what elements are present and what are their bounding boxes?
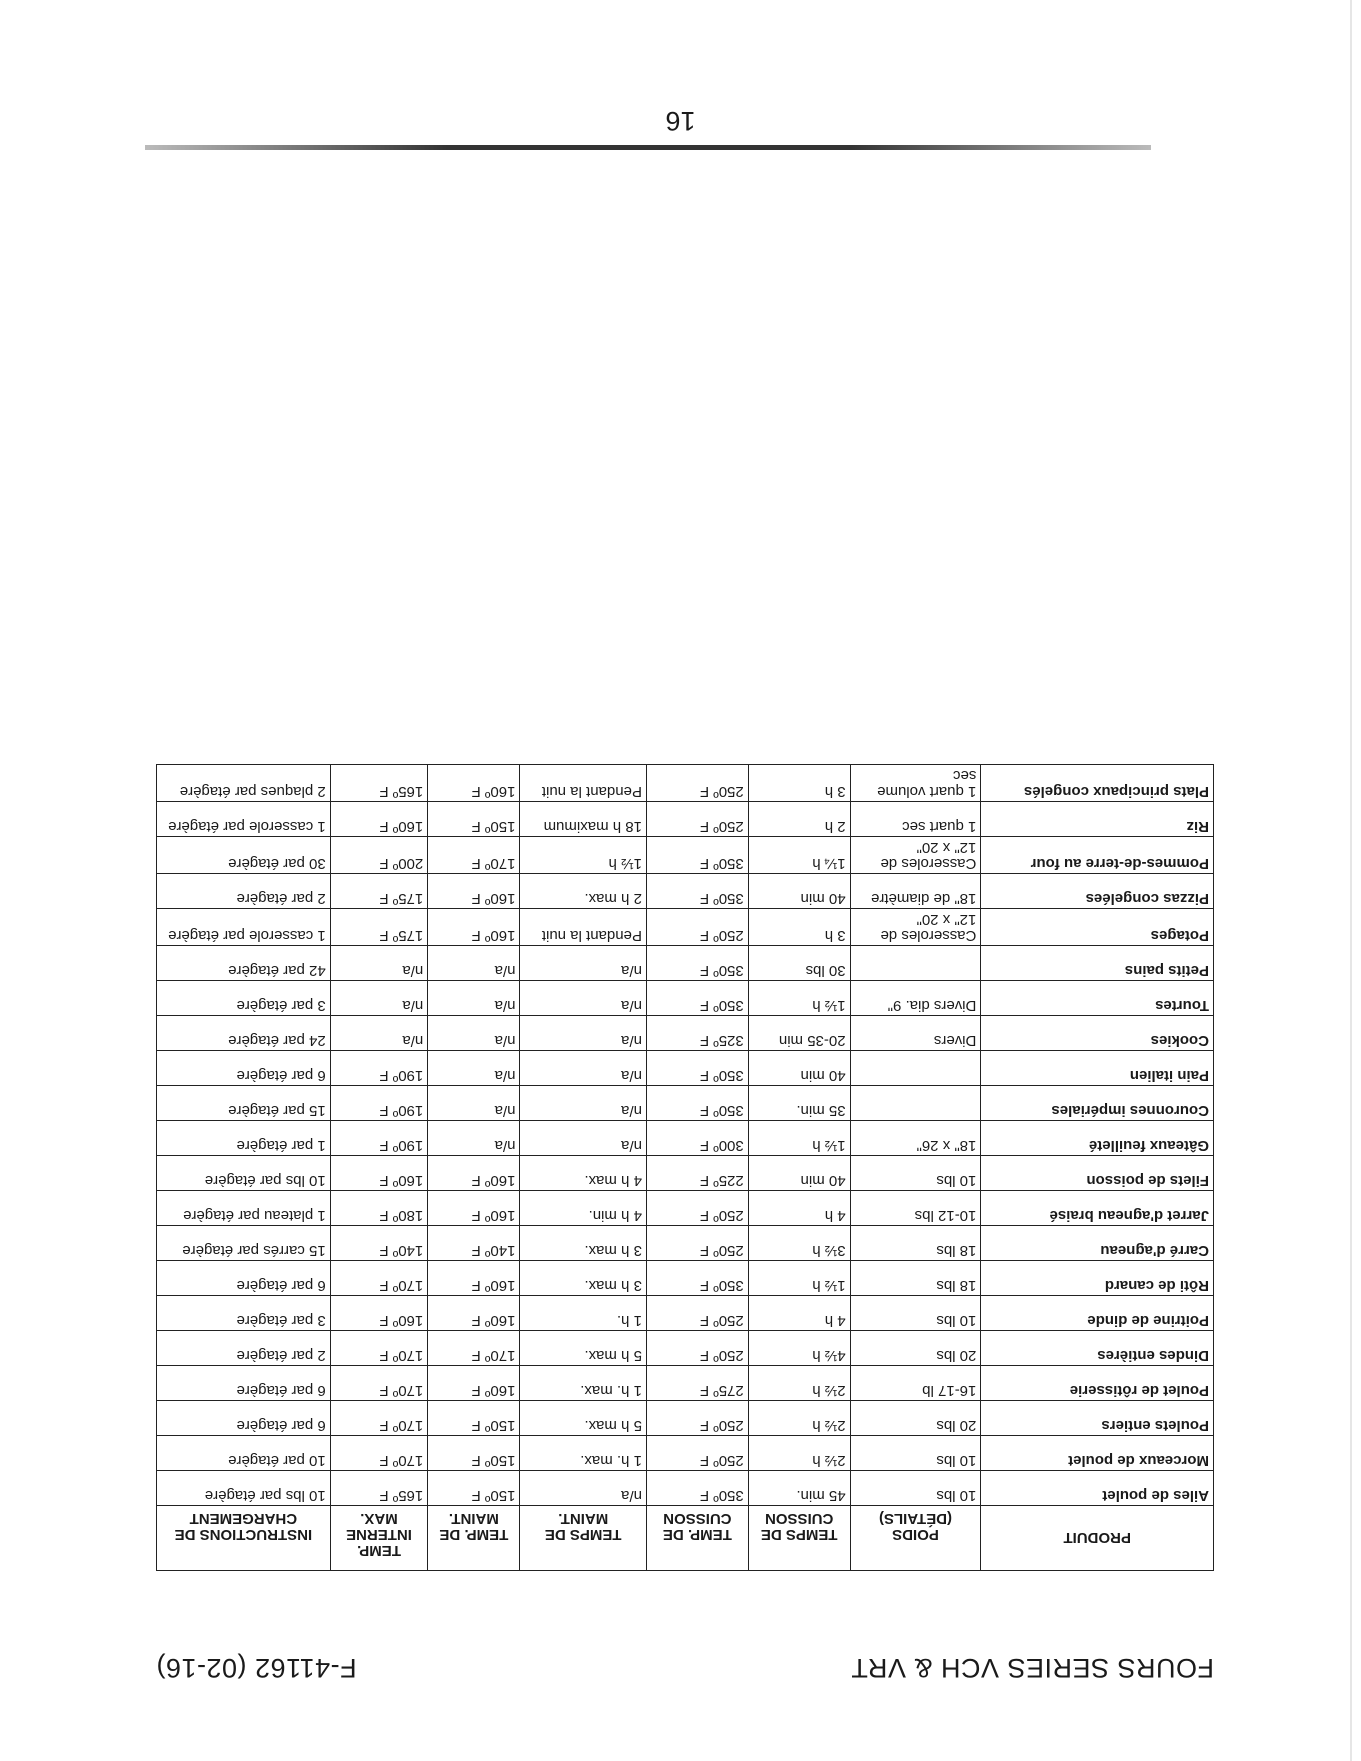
table-cell: 150º F <box>428 802 520 837</box>
page-header <box>156 1643 1214 1683</box>
table-cell: n/a <box>520 981 646 1016</box>
product-cell: Poitrine de dinde <box>981 1296 1214 1331</box>
table-cell: 45 min. <box>748 1471 850 1506</box>
product-cell: Jarret d'agneau braisé <box>981 1191 1214 1226</box>
table-cell: 170º F <box>330 1366 428 1401</box>
table-cell: 150º F <box>428 1471 520 1506</box>
table-cell: 16-17 lb <box>850 1366 981 1401</box>
table-cell: 2½ h <box>748 1366 850 1401</box>
header-title: FOURS SERIES VCH & VRT <box>850 1653 1214 1683</box>
product-cell: Dindes entières <box>981 1331 1214 1366</box>
table-cell: 175º F <box>330 909 428 946</box>
table-cell: Pendant la nuit <box>520 765 646 802</box>
table-row <box>157 1296 1214 1331</box>
table-cell: 250º F <box>646 1191 748 1226</box>
table-cell: 1 casserole par étagère <box>157 909 331 946</box>
table-cell: n/a <box>520 1121 646 1156</box>
product-cell: Gâteaux feuilleté <box>981 1121 1214 1156</box>
table-cell: 160º F <box>428 1261 520 1296</box>
table-cell: 6 par étagère <box>157 1401 331 1436</box>
table-cell: 350º F <box>646 981 748 1016</box>
table-cell: 250º F <box>646 1401 748 1436</box>
table-row <box>157 1156 1214 1191</box>
table-row <box>157 874 1214 909</box>
column-header: TEMP. DE CUISSON <box>646 1506 748 1571</box>
column-header: TEMP. INTERNE MAX. <box>330 1506 428 1571</box>
table-cell: 350º F <box>646 837 748 874</box>
table-cell: 1 quart sec <box>850 802 981 837</box>
table-cell: n/a <box>520 1471 646 1506</box>
table-cell: 1 h. <box>520 1296 646 1331</box>
table-cell: 3 h <box>748 909 850 946</box>
table-cell: 3 par étagère <box>157 1296 331 1331</box>
footer-rule <box>145 145 1151 150</box>
product-cell: Ailes de poulet <box>981 1471 1214 1506</box>
table-cell: 160º F <box>428 874 520 909</box>
table-cell: 10 lbs par étagère <box>157 1156 331 1191</box>
table-cell: 2 h <box>748 802 850 837</box>
table-cell: 160º F <box>428 1296 520 1331</box>
table-row <box>157 946 1214 981</box>
table-cell: 2 plaques par étagère <box>157 765 331 802</box>
product-cell: Riz <box>981 802 1214 837</box>
table-cell: 35 min. <box>748 1086 850 1121</box>
table-cell: 1¼ h <box>748 837 850 874</box>
table-cell: 1½ h <box>748 981 850 1016</box>
product-cell: Potages <box>981 909 1214 946</box>
product-cell: Couronnes impériales <box>981 1086 1214 1121</box>
table-cell: 18 h maximum <box>520 802 646 837</box>
table-cell: 1½ h <box>520 837 646 874</box>
cooking-table <box>156 764 1214 1571</box>
document-code: F-41162 (02-16) <box>156 1653 357 1683</box>
table-cell: n/a <box>428 1016 520 1051</box>
product-cell: Rôti de canard <box>981 1261 1214 1296</box>
product-cell: Filets de poisson <box>981 1156 1214 1191</box>
table-cell: n/a <box>330 1016 428 1051</box>
table-cell: 4 h min. <box>520 1191 646 1226</box>
table-row <box>157 802 1214 837</box>
table-cell: 2½ h <box>748 1436 850 1471</box>
table-cell: 165º F <box>330 1471 428 1506</box>
product-cell: Poulets entiers <box>981 1401 1214 1436</box>
table-cell: 175º F <box>330 874 428 909</box>
table-cell: 18 lbs <box>850 1261 981 1296</box>
table-cell: Pendant la nuit <box>520 909 646 946</box>
table-cell: 10 par étagère <box>157 1436 331 1471</box>
table-cell: 180º F <box>330 1191 428 1226</box>
product-cell: Poulet de rôtisserie <box>981 1366 1214 1401</box>
table-cell: 4½ h <box>748 1331 850 1366</box>
product-cell: Pain italien <box>981 1051 1214 1086</box>
table-cell <box>850 946 981 981</box>
table-cell: 190º F <box>330 1121 428 1156</box>
table-row <box>157 981 1214 1016</box>
product-cell: Morceaux de poulet <box>981 1436 1214 1471</box>
table-cell: n/a <box>520 946 646 981</box>
table-cell: 20 lbs <box>850 1331 981 1366</box>
table-cell: 3 h max. <box>520 1261 646 1296</box>
column-header: TEMPS DE CUISSON <box>748 1506 850 1571</box>
table-cell: 1 plateau par étagère <box>157 1191 331 1226</box>
product-cell: Tourtes <box>981 981 1214 1016</box>
table-cell: 250º F <box>646 1226 748 1261</box>
table-cell: 160º F <box>428 1366 520 1401</box>
table-cell: 5 h max. <box>520 1401 646 1436</box>
table-cell: 6 par étagère <box>157 1366 331 1401</box>
table-cell: n/a <box>520 1016 646 1051</box>
table-cell: 4 h <box>748 1296 850 1331</box>
table-row <box>157 1086 1214 1121</box>
table-row <box>157 1016 1214 1051</box>
table-cell: 1 par étagère <box>157 1121 331 1156</box>
table-cell: 6 par étagère <box>157 1261 331 1296</box>
table-cell: 40 min <box>748 874 850 909</box>
table-row <box>157 1121 1214 1156</box>
table-cell: 150º F <box>428 1436 520 1471</box>
product-cell: Cookies <box>981 1016 1214 1051</box>
table-cell: 10 lbs <box>850 1156 981 1191</box>
table-cell: 250º F <box>646 1296 748 1331</box>
table-cell: 20-35 min <box>748 1016 850 1051</box>
table-cell: 2 par étagère <box>157 874 331 909</box>
table-cell: 18" x 26" <box>850 1121 981 1156</box>
table-cell: n/a <box>330 981 428 1016</box>
table-row <box>157 765 1214 802</box>
table-cell: 250º F <box>646 802 748 837</box>
table-cell: 225º F <box>646 1156 748 1191</box>
table-cell: 3½ h <box>748 1226 850 1261</box>
table-cell: 350º F <box>646 946 748 981</box>
table-cell: 42 par étagère <box>157 946 331 981</box>
table-cell: 170º F <box>330 1436 428 1471</box>
table-cell: 30 par étagère <box>157 837 331 874</box>
table-cell: 1½ h <box>748 1121 850 1156</box>
table-cell: 170º F <box>330 1331 428 1366</box>
table-cell: 10 lbs <box>850 1471 981 1506</box>
table-cell: 6 par étagère <box>157 1051 331 1086</box>
table-cell: 10 lbs <box>850 1436 981 1471</box>
product-cell: Plats principaux congelés <box>981 765 1214 802</box>
table-cell: 350º F <box>646 874 748 909</box>
table-cell: 160º F <box>330 802 428 837</box>
table-cell: 350º F <box>646 1051 748 1086</box>
page-edge <box>1350 0 1352 1761</box>
table-cell: 300º F <box>646 1121 748 1156</box>
table-cell: n/a <box>428 946 520 981</box>
table-cell: n/a <box>428 1121 520 1156</box>
table-cell: 20 lbs <box>850 1401 981 1436</box>
table-cell: 200º F <box>330 837 428 874</box>
table-cell: 2½ h <box>748 1401 850 1436</box>
table-cell: 3 h max. <box>520 1226 646 1261</box>
table-body <box>157 765 1214 1506</box>
table-row <box>157 909 1214 946</box>
table-cell: 18 lbs <box>850 1226 981 1261</box>
table-cell: 1 h. max. <box>520 1366 646 1401</box>
table-cell: 1 h. max. <box>520 1436 646 1471</box>
table-cell: 40 min <box>748 1051 850 1086</box>
table-cell: 18" de diamètre <box>850 874 981 909</box>
table-cell: 250º F <box>646 1331 748 1366</box>
table-cell: n/a <box>520 1051 646 1086</box>
table-cell: 350º F <box>646 1261 748 1296</box>
table-cell: 24 par étagère <box>157 1016 331 1051</box>
table-row <box>157 1436 1214 1471</box>
table-cell: 250º F <box>646 909 748 946</box>
table-cell: n/a <box>520 1086 646 1121</box>
table-cell: 40 min <box>748 1156 850 1191</box>
table-cell: 15 par étagère <box>157 1086 331 1121</box>
table-cell <box>850 1086 981 1121</box>
table-cell: 190º F <box>330 1051 428 1086</box>
table-row <box>157 1226 1214 1261</box>
table-cell: 250º F <box>646 1436 748 1471</box>
table-cell: 140º F <box>330 1226 428 1261</box>
table-cell: 4 h max. <box>520 1156 646 1191</box>
table-cell: 3 h <box>748 765 850 802</box>
table-row <box>157 1366 1214 1401</box>
table-cell: 170º F <box>330 1401 428 1436</box>
table-cell: 160º F <box>428 909 520 946</box>
table-row <box>157 837 1214 874</box>
table-row <box>157 1331 1214 1366</box>
table-cell: 160º F <box>428 765 520 802</box>
table-cell: Divers dia. 9" <box>850 981 981 1016</box>
table-cell: 160º F <box>428 1156 520 1191</box>
column-header: PRODUIT <box>981 1506 1214 1571</box>
table-cell: n/a <box>428 1086 520 1121</box>
table-cell: 250º F <box>646 765 748 802</box>
table-header <box>157 1506 1214 1571</box>
product-cell: Pizzas congelées <box>981 874 1214 909</box>
page-footer <box>0 106 1361 150</box>
table-cell: 150º F <box>428 1401 520 1436</box>
table-cell: 170º F <box>428 1331 520 1366</box>
table-cell: 170º F <box>330 1261 428 1296</box>
table-cell: 275º F <box>646 1366 748 1401</box>
table-cell: 4 h <box>748 1191 850 1226</box>
table-row <box>157 1051 1214 1086</box>
table-cell: 5 h max. <box>520 1331 646 1366</box>
table-cell: 140º F <box>428 1226 520 1261</box>
table-cell: 350º F <box>646 1086 748 1121</box>
table-cell: 325º F <box>646 1016 748 1051</box>
table-cell: 15 carrés par étagère <box>157 1226 331 1261</box>
table-cell: 10-12 lbs <box>850 1191 981 1226</box>
table-cell: 170º F <box>428 837 520 874</box>
product-cell: Carré d'agneau <box>981 1226 1214 1261</box>
table-cell: 30 lbs <box>748 946 850 981</box>
table-cell: 160º F <box>330 1296 428 1331</box>
table-cell: 1 casserole par étagère <box>157 802 331 837</box>
header-row <box>157 1506 1214 1571</box>
table-row <box>157 1191 1214 1226</box>
product-cell: Petits pains <box>981 946 1214 981</box>
table-cell: n/a <box>330 946 428 981</box>
table-cell: Divers <box>850 1016 981 1051</box>
table-cell: 350º F <box>646 1471 748 1506</box>
column-header: TEMPS DE MAINT. <box>520 1506 646 1571</box>
table-row <box>157 1401 1214 1436</box>
product-cell: Pommes-de-terre au four <box>981 837 1214 874</box>
column-header: INSTRUCTIONS DE CHARGEMENT <box>157 1506 331 1571</box>
table-cell: Casseroles de 12" x 20" <box>850 837 981 874</box>
table-cell: 2 par étagère <box>157 1331 331 1366</box>
table-cell: 190º F <box>330 1086 428 1121</box>
table-cell: 165º F <box>330 765 428 802</box>
table-cell: 2 h max. <box>520 874 646 909</box>
table-cell: Casseroles de 12" x 20" <box>850 909 981 946</box>
column-header: POIDS (DÉTAILS) <box>850 1506 981 1571</box>
table-cell: 10 lbs par étagère <box>157 1471 331 1506</box>
table-cell: 3 par étagère <box>157 981 331 1016</box>
column-header: TEMP. DE MAINT. <box>428 1506 520 1571</box>
table-row <box>157 1471 1214 1506</box>
table-cell: n/a <box>428 981 520 1016</box>
table-cell: 10 lbs <box>850 1296 981 1331</box>
table-cell: n/a <box>428 1051 520 1086</box>
table-cell: 1 quart volume sec <box>850 765 981 802</box>
table-row <box>157 1261 1214 1296</box>
table-cell <box>850 1051 981 1086</box>
table-cell: 1½ h <box>748 1261 850 1296</box>
table-cell: 160º F <box>428 1191 520 1226</box>
page-number: 16 <box>665 106 696 136</box>
table-cell: 160º F <box>330 1156 428 1191</box>
